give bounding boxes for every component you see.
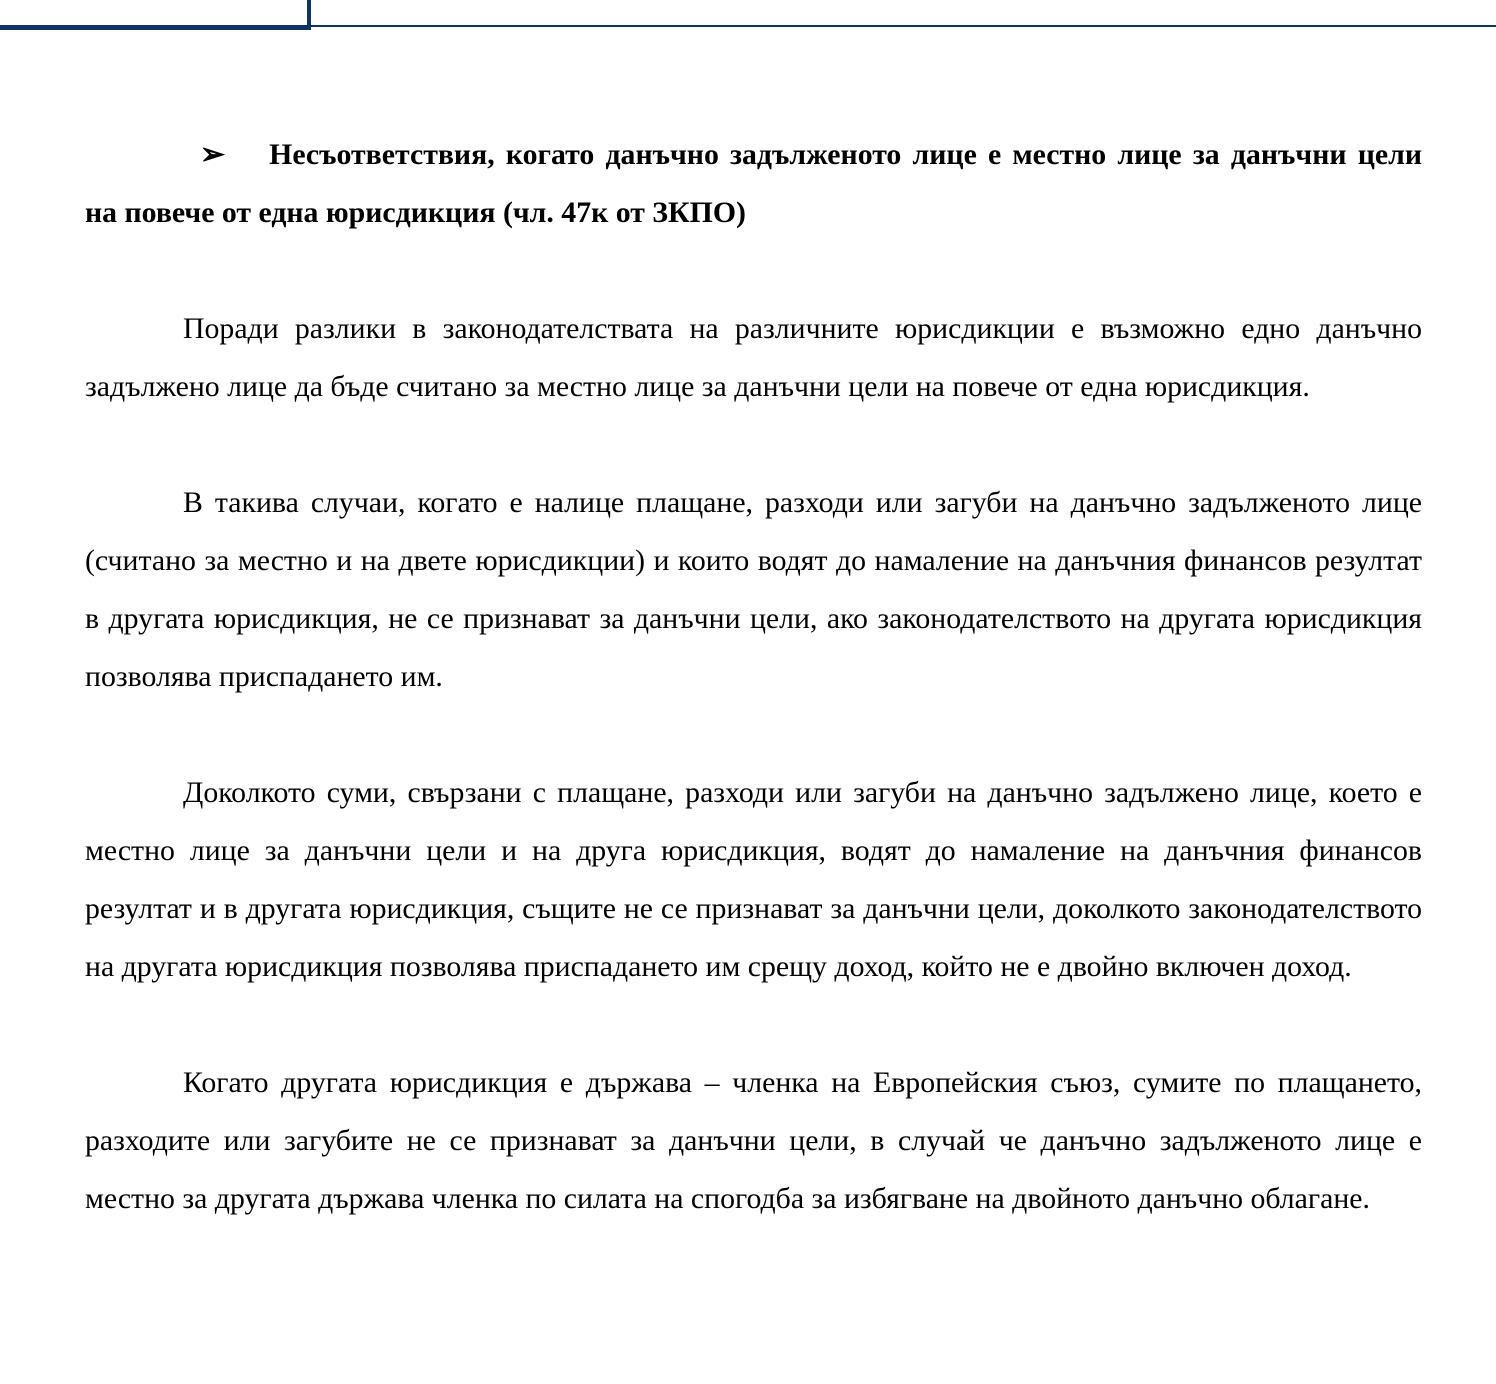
header-rule-thick [0, 25, 311, 30]
section-heading [85, 126, 1422, 242]
paragraphs [85, 300, 1422, 1228]
header-rule-thin [307, 25, 1496, 27]
section-heading-text: Несъответствия, когато данъчно задълженото лице е местно лице за данъчни цели на повече от една юрисдикция (чл. 47к от ЗКПО) [85, 138, 1422, 229]
body-paragraph: Когато другата юрисдикция е държава – членка на Европейския съюз, сумите по плащането, разходите или загубите не се признават за данъчни цели, в случай че данъчно задълженото лице е местно за другата държава членка по силата на спогодба за избягване на двойното данъчно облагане. [85, 1066, 1422, 1215]
arrowhead-bullet-icon: ➢ [200, 138, 226, 171]
document-body [85, 126, 1422, 1228]
header-rule-vertical [307, 0, 311, 27]
body-paragraph: Поради разлики в законодателствата на различните юрисдикции е възможно едно данъчно задължено лице да бъде считано за местно лице за данъчни цели на повече от една юрисдикция. [85, 312, 1422, 403]
body-paragraph: В такива случаи, когато е налице плащане, разходи или загуби на данъчно задълженото лице (считано за местно и на двете юрисдикции) и които водят до намаление на данъчния финансов резултат в другата юрисдикция, не се признават за данъчни цели, ако законодателството на другата юрисдикция позволява приспадането им. [85, 486, 1422, 693]
body-paragraph: Доколкото суми, свързани с плащане, разходи или загуби на данъчно задължено лице, което е местно лице за данъчни цели и на друга юрисдикция, водят до намаление на данъчния финансов резултат и в другата юрисдикция, същите не се признават за данъчни цели, доколкото законодателството на другата юрисдикция позволява приспадането им срещу доход, който не е двойно включен доход. [85, 776, 1422, 983]
